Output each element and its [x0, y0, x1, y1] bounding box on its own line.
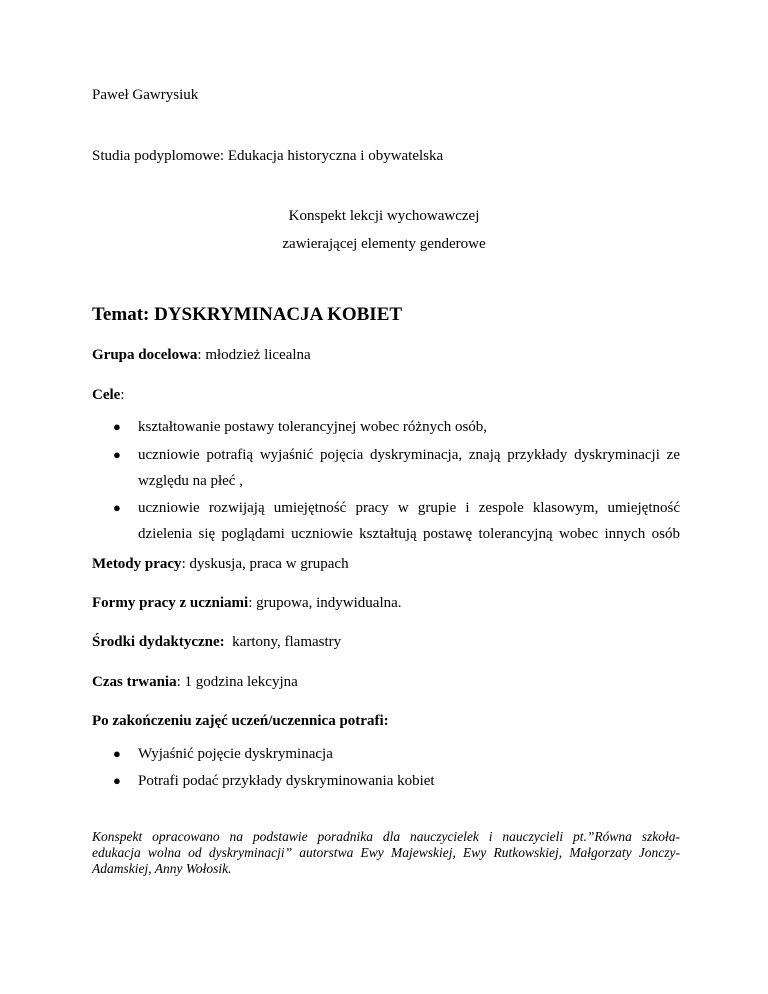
forms-label: Formy pracy z uczniami — [92, 595, 249, 611]
bullet-icon: ● — [113, 746, 121, 761]
outcomes-heading — [92, 712, 389, 730]
goals-heading — [92, 386, 125, 404]
footnote — [92, 829, 680, 877]
means — [92, 633, 341, 651]
bullet-icon: ● — [113, 447, 121, 462]
methods-label: Metody pracy — [92, 556, 182, 572]
bullet-icon: ● — [113, 500, 121, 515]
methods-value: : dyskusja, praca w grupach — [181, 556, 349, 572]
footnote-line-1: Konspekt opracowano na podstawie poradnika dla nauczycielek i nauczycieli pt.”Równa szkoła- — [92, 829, 680, 844]
outcome-item-1: Wyjaśnić pojęcie dyskryminacja — [138, 746, 333, 762]
author-name: Paweł Gawrysiuk — [92, 87, 199, 103]
topic-title: Temat: DYSKRYMINACJA KOBIET — [92, 304, 403, 325]
bullet-icon: ● — [113, 773, 121, 788]
outcomes-label: Po zakończeniu zajęć uczeń/uczennica potrafi: — [92, 713, 389, 729]
goal-item-2-line-2: względu na płeć , — [138, 473, 243, 489]
means-value: kartony, flamastry — [224, 634, 342, 650]
duration — [92, 673, 298, 691]
studies-line: Studia podyplomowe: Edukacja historyczna i obywatelska — [92, 148, 444, 164]
goal-item-3-line-1: uczniowie rozwijają umiejętność pracy w grupie i zespole klasowym, umiejętność — [138, 500, 680, 516]
heading-line-1: Konspekt lekcji wychowawczej — [288, 208, 480, 224]
target-group-label: Grupa docelowa — [92, 347, 198, 363]
bullet-icon: ● — [113, 419, 121, 434]
forms — [92, 594, 402, 612]
outcome-item-2: Potrafi podać przykłady dyskryminowania kobiet — [138, 773, 435, 789]
duration-label: Czas trwania — [92, 674, 177, 690]
duration-value: : 1 godzina lekcyjna — [176, 674, 298, 690]
forms-value: : grupowa, indywidualna. — [248, 595, 402, 611]
means-label: Środki dydaktyczne: — [92, 634, 225, 650]
target-group-value: : młodzież licealna — [197, 347, 311, 363]
footnote-line-3: Adamskiej, Anny Wołosik. — [92, 861, 232, 876]
footnote-line-2: edukacja wolna od dyskryminacji” autorstwa Ewy Majewskiej, Ewy Rutkowskiej, Małgorzaty Jonczy- — [92, 845, 680, 860]
goal-item-3-line-2: dzielenia się poglądami uczniowie kształtują postawę tolerancyjną wobec innych osób — [138, 526, 680, 542]
goal-item-2-line-1: uczniowie potrafią wyjaśnić pojęcia dyskryminacja, znają przykłady dyskryminacji ze — [138, 447, 680, 463]
methods — [92, 555, 349, 573]
target-group — [92, 346, 311, 364]
heading-line-2: zawierającej elementy genderowe — [282, 236, 486, 252]
goals-label: Cele — [92, 387, 121, 403]
goal-item-1: kształtowanie postawy tolerancyjnej wobec różnych osób, — [138, 419, 488, 435]
goals-colon: : — [120, 387, 125, 403]
